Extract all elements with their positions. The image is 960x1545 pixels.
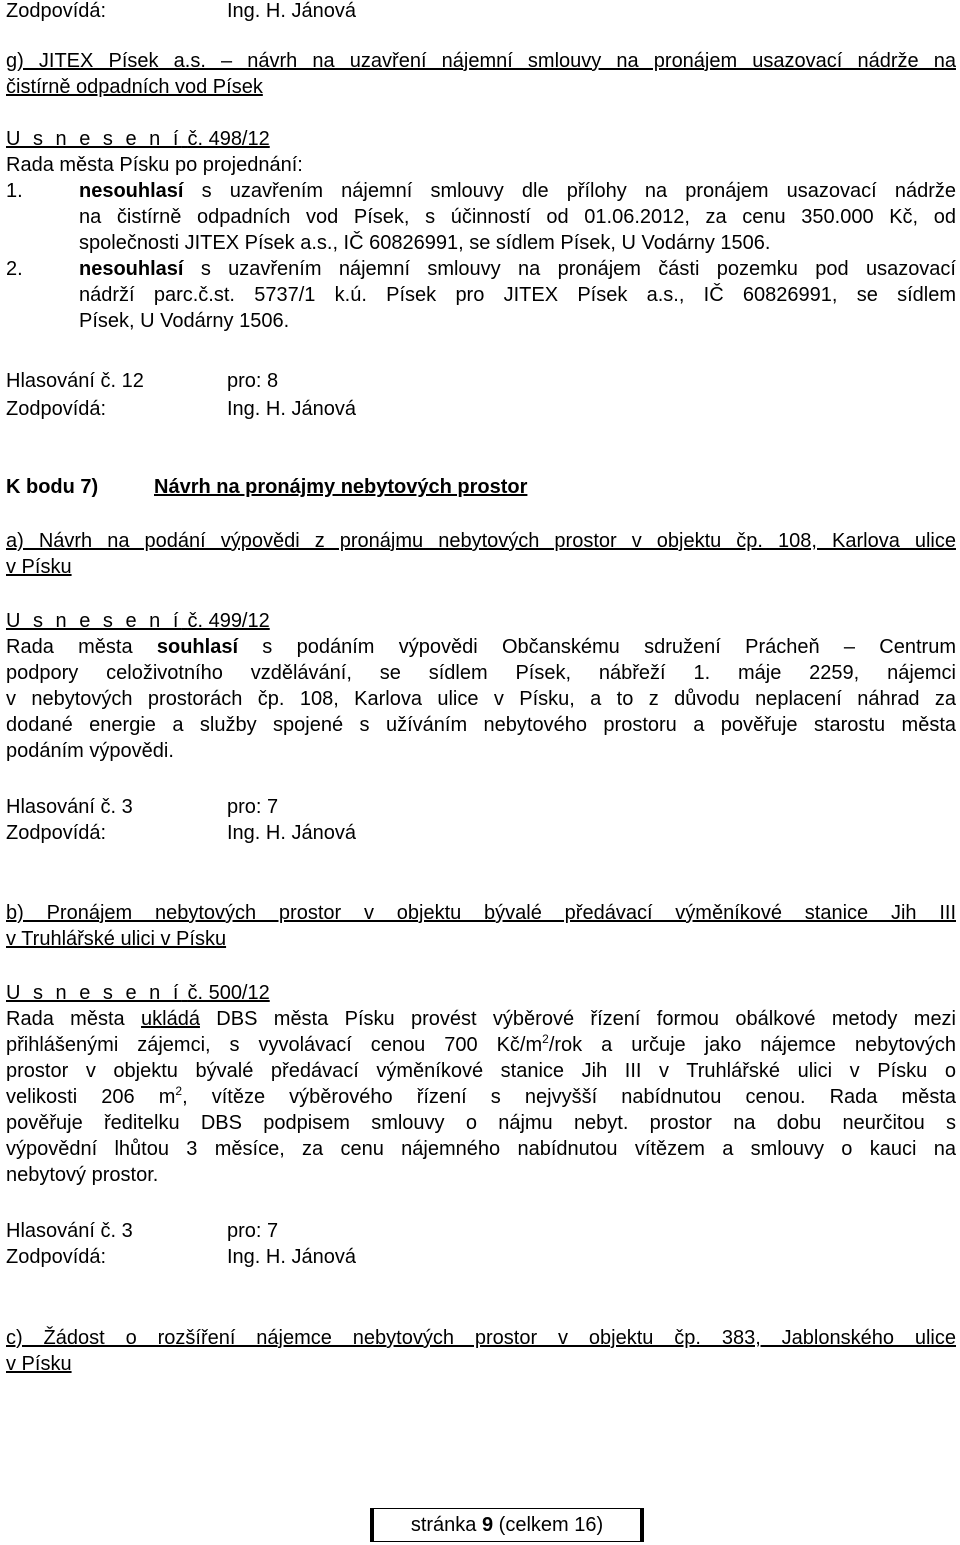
responsible-line-g [6, 396, 956, 422]
resolution-label: U s n e s e n í [6, 128, 182, 150]
section-a-title: a) Návrh na podání výpovědi z pronájmu nebytových prostor v objektu čp. 108, Karlova ulice [6, 530, 956, 552]
item-2-line-3: Písek, U Vodárny 1506. [79, 310, 290, 332]
resolution-verb: ukládá [141, 1008, 200, 1030]
item-1-line-1: nesouhlasí s uzavřením nájemní smlouvy dle přílohy na pronájem usazovací nádrže [79, 180, 956, 202]
section-c-title-cont: v Písku [6, 1353, 72, 1375]
responsible-value: Ing. H. Jánová [227, 1246, 356, 1268]
resolution-499-heading [6, 608, 956, 634]
item-1-verb: nesouhlasí [79, 180, 184, 202]
point-label: K bodu 7) [6, 476, 99, 498]
item-2-verb: nesouhlasí [79, 258, 184, 280]
resolution-label: U s n e s e n í [6, 610, 182, 632]
resolution-500-heading [6, 980, 956, 1006]
section-c-title: c) Žádost o rozšíření nájemce nebytových prostor v objektu čp. 383, Jablonského ulice [6, 1327, 956, 1349]
page-number: 9 [482, 1514, 494, 1536]
vote-label: Hlasování č. 3 [6, 1220, 133, 1242]
responsible-value: Ing. H. Jánová [227, 0, 356, 22]
responsible-value: Ing. H. Jánová [227, 398, 356, 420]
vote-label: Hlasování č. 12 [6, 370, 144, 392]
resolution-number: č. 499/12 [187, 610, 270, 632]
item-2-line-1: nesouhlasí s uzavřením nájemní smlouvy na pronájem části pozemku pod usazovací [79, 258, 956, 280]
section-g-title-cont: čistírně odpadních vod Písek [6, 76, 263, 98]
resolution-item-1 [6, 178, 956, 256]
vote-result: pro: 8 [227, 370, 279, 392]
responsible-label: Zodpovídá: [6, 398, 107, 420]
responsible-line-a [6, 820, 956, 846]
item-number: 1. [6, 180, 23, 202]
page-footer: stránka 9 (celkem 16) [370, 1508, 644, 1542]
resolution-number: č. 498/12 [187, 128, 270, 150]
resolution-item-2 [6, 256, 956, 334]
resolution-verb: souhlasí [156, 636, 239, 658]
point-7-heading [6, 474, 956, 500]
item-number: 2. [6, 258, 23, 280]
resolution-499-text: Rada města souhlasí s podáním výpovědi Občanskému sdružení Prácheň – Centrum podpory celoživotního vzdělávání, se sídlem Písek, nábřeží 1. máje 2259, nájemci v nebytových prostorách čp. 108, Karlova ulice v Písku, a to z důvodu neplacení náhrad za dodané energie a služby spojené s užíváním nebytového prostoru a pověřuje starostu města podáním výpovědi. [6, 636, 956, 762]
section-g-title: g) JITEX Písek a.s. – návrh na uzavření nájemní smlouvy na pronájem usazovací nádrže na [6, 50, 956, 72]
responsible-line-b [6, 1244, 956, 1270]
vote-result: pro: 7 [227, 796, 279, 818]
resolution-label: U s n e s e n í [6, 982, 182, 1004]
vote-result: pro: 7 [227, 1220, 279, 1242]
point-title: Návrh na pronájmy nebytových prostor [154, 476, 528, 498]
item-2-line-2: nádrží parc.č.st. 5737/1 k.ú. Písek pro JITEX Písek a.s., IČ 60826991, se sídlem [79, 284, 956, 306]
vote-line-12 [6, 368, 956, 394]
resolution-number: č. 500/12 [187, 982, 270, 1004]
vote-line-a [6, 794, 956, 820]
item-1-line-2: na čistírně odpadních vod Písek, s účinností od 01.06.2012, za cenu 350.000 Kč, od [79, 206, 956, 228]
vote-line-b [6, 1218, 956, 1244]
vote-label: Hlasování č. 3 [6, 796, 133, 818]
responsible-label: Zodpovídá: [6, 1246, 107, 1268]
responsible-label: Zodpovídá: [6, 822, 107, 844]
item-1-line-3: společnosti JITEX Písek a.s., IČ 60826991, se sídlem Písek, U Vodárny 1506. [79, 232, 771, 254]
section-b-title-cont: v Truhlářské ulici v Písku [6, 928, 227, 950]
resolution-498-heading [6, 126, 956, 152]
resolution-intro: Rada města Písku po projednání: [6, 154, 303, 176]
responsible-label: Zodpovídá: [6, 0, 107, 22]
responsible-value: Ing. H. Jánová [227, 822, 356, 844]
top-responsible-line [6, 0, 956, 24]
resolution-500-text: Rada města ukládá DBS města Písku provést výběrové řízení formou obálkové metody mezi přihlášenými zájemci, s vyvolávací cenou 700 $Kč/m^2$/rok a určuje jako nájemce nebytových prostor v objektu bývalé předávací výměníkové stanice Jih III v Truhlářské ulici v Písku o velikosti 206 $m^2$, vítěze výběrového řízení s nejvyšší nabídnutou cenou. Rada města pověřuje ředitelku DBS podpisem smlouvy o nájmu nebyt. prostor na dobu neurčitou s výpovědní lhůtou 3 měsíce, za cenu nájemného nabídnutou vítězem a smlouvy o kauci na nebytový prostor. [6, 1008, 956, 1186]
section-a-title-cont: v Písku [6, 556, 72, 578]
section-b-title: b) Pronájem nebytových prostor v objektu bývalé předávací výměníkové stanice Jih III [6, 902, 956, 924]
